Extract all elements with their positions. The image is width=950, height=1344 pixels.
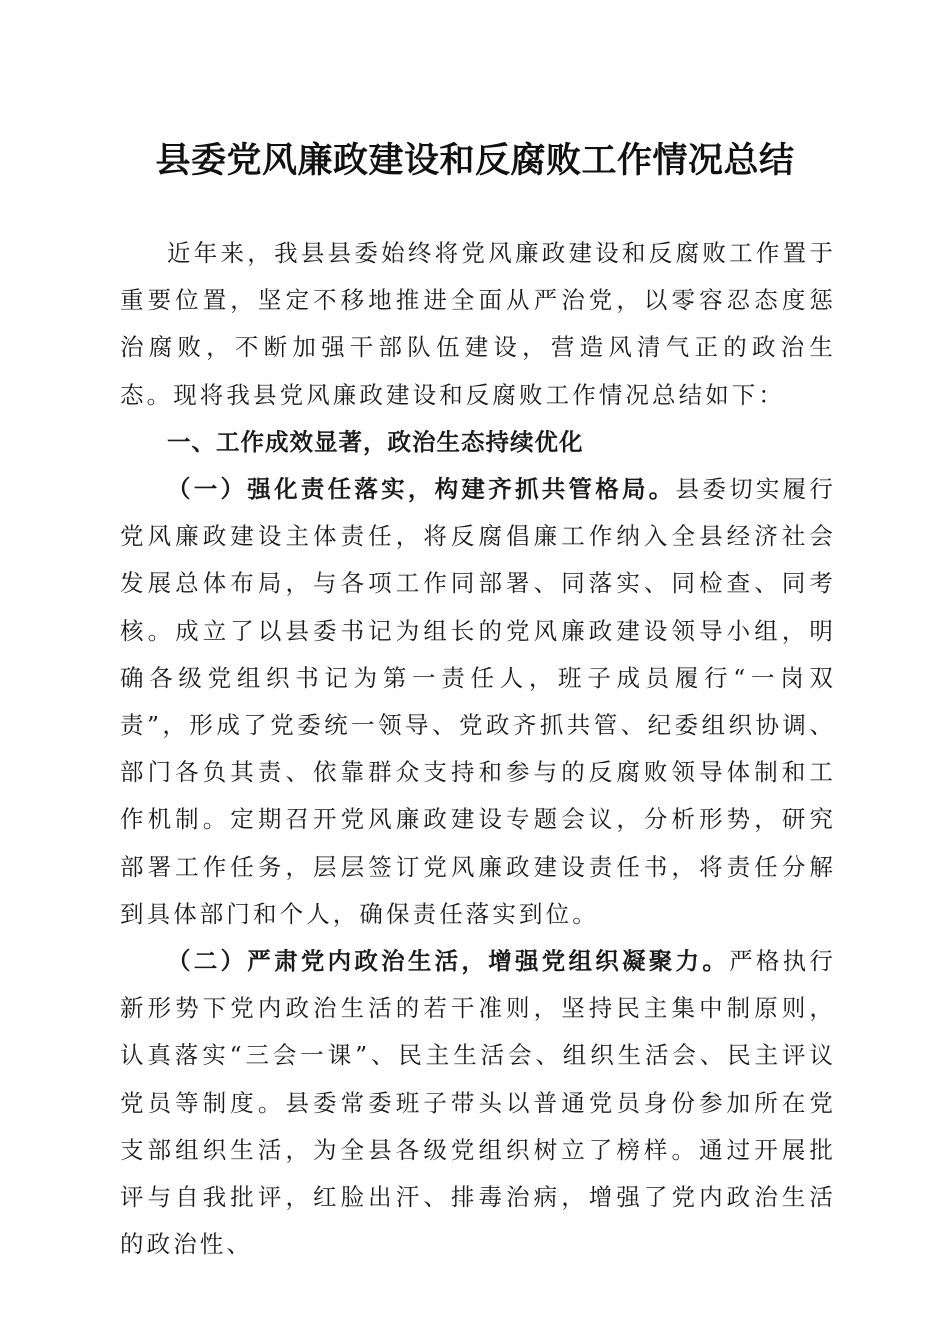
item-text-1: 县委切实履行党风廉政建设主体责任，将反腐倡廉工作纳入全县经济社会发展总体布局，与各项工作同部署、同落实、同检查、同考核。成立了以县委书记为组长的党风廉政建设领导小组，明确各级党组织书记为第一责任人，班子成员履行“一岗双责”，形成了党委统一领导、党政齐抓共管、纪委组织协调、部门各负其责、依靠群众支持和参与的反腐败领导体制和工作机制。定期召开党风廉政建设专题会议，分析形势，研究部署工作任务，层层签订党风廉政建设责任书，将责任分解到具体部门和个人，确保责任落实到位。: [120, 475, 836, 928]
item-lead-2: （二）严肃党内政治生活，增强党组织凝聚力。: [167, 947, 730, 976]
document-body: [120, 230, 836, 1268]
item-paragraph-1: [120, 466, 836, 938]
intro-paragraph: 近年来，我县县委始终将党风廉政建设和反腐败工作置于重要位置，坚定不移地推进全面从严治党，以零容忍态度惩治腐败，不断加强干部队伍建设，营造风清气正的政治生态。现将我县党风廉政建设和反腐败工作情况总结如下：: [120, 239, 836, 409]
item-text-2: 严格执行新形势下党内政治生活的若干准则，坚持民主集中制原则，认真落实“三会一课”、民主生活会、组织生活会、民主评议党员等制度。县委常委班子带头以普通党员身份参加所在党支部组织生活，为全县各级党组织树立了榜样。通过开展批评与自我批评，红脸出汗、排毒治病，增强了党内政治生活的政治性、: [120, 947, 836, 1259]
document-title: 县委党风廉政建设和反腐败工作情况总结: [155, 140, 795, 181]
item-lead-1: （一）强化责任落实，构建齐抓共管格局。: [167, 475, 676, 504]
section-heading: 一、工作成效显著，政治生态持续优化: [167, 427, 584, 456]
item-paragraph-2: [120, 938, 836, 1268]
